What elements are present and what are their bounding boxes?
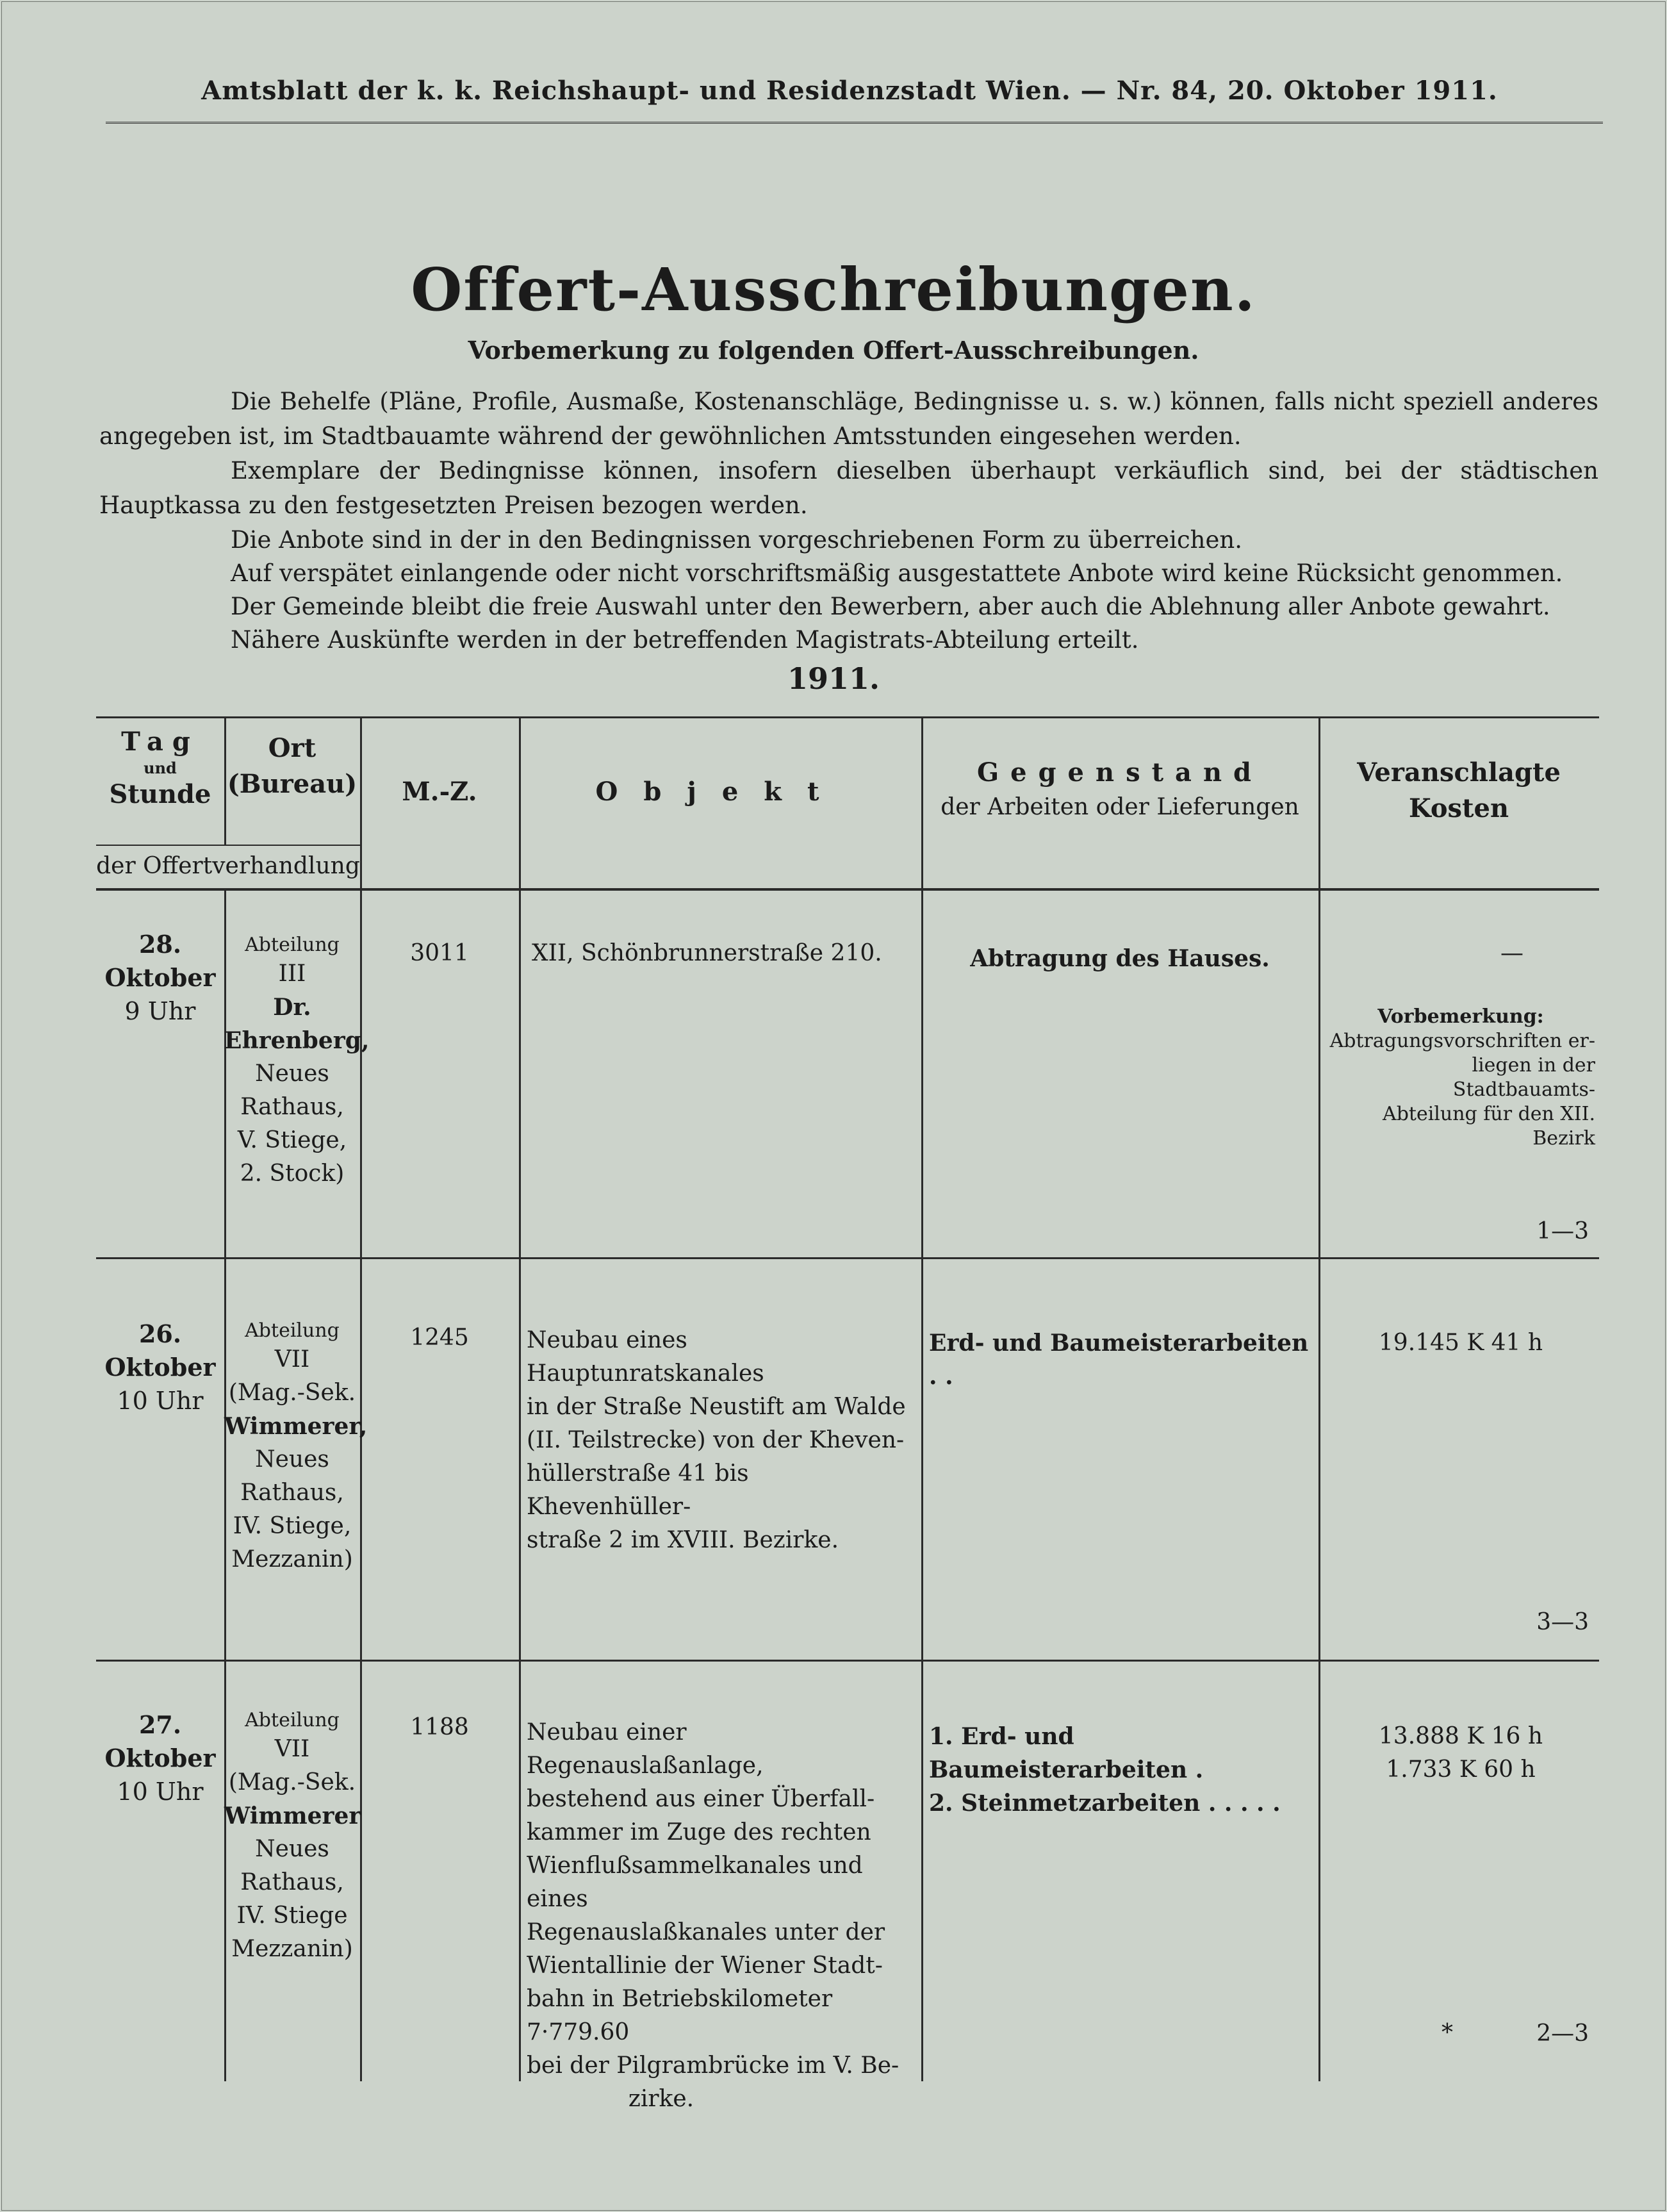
row1-gegenstand: Abtragung des Hauses. — [970, 945, 1270, 972]
page-title: Offert-Ausschreibungen. — [411, 255, 1256, 324]
table-header-rule — [96, 888, 1599, 891]
row-divider-1 — [96, 1257, 1599, 1259]
col-line-5 — [1318, 716, 1320, 2081]
header-rule — [106, 122, 1603, 124]
offer-table — [96, 716, 1599, 2112]
header-gegenstand: Gegenstand der Arbeiten oder Lieferungen — [940, 757, 1299, 820]
row3-ort: Abteilung VII (Mag.-Sek. Wimmerer Neues Rathaus, IV. Stiege Mezzanin) — [224, 1709, 361, 1962]
header-ort: Ort (Bureau) — [227, 733, 357, 799]
row1-note: Vorbemerkung: Abtragungsvorschriften er- liegen in der Stadtbauamts- Abteilung für den XII. Bezirk — [1329, 1005, 1595, 1150]
header-mz: M.-Z. — [402, 777, 477, 807]
row1-mz: 3011 — [410, 940, 469, 966]
page-header: Amtsblatt der k. k. Reichshaupt- und Residenzstadt Wien. — Nr. 84, 20. Oktober 1911. — [201, 76, 1498, 106]
row1-objekt: XII, Schönbrunnerstraße 210. — [532, 940, 882, 966]
paragraph-1: Die Behelfe (Pläne, Profile, Ausmaße, Kostenanschläge, Bedingnisse u. s. w.) können, falls nicht speziell anderes angegeben ist, im Stadtbauamte während der gewöhnlichen Amtsstunden eingesehen werden. — [99, 388, 1598, 450]
row1-ref: 1—3 — [1536, 1218, 1589, 1244]
subtitle: Vorbemerkung zu folgenden Offert-Ausschreibungen. — [468, 336, 1199, 365]
row3-date: 27. Oktober 10 Uhr — [104, 1710, 216, 1806]
paragraph-3: Die Anbote sind in der in den Bedingnissen vorgeschriebenen Form zu überreichen. — [231, 526, 1242, 554]
row1-date: 28. Oktober 9 Uhr — [104, 930, 216, 1025]
col-line-4 — [921, 716, 923, 2081]
footer-mark: * — [1441, 2020, 1453, 2046]
paragraph-5: Der Gemeinde bleibt die freie Auswahl unter den Bewerbern, aber auch die Ablehnung aller Anbote gewahrt. — [231, 593, 1550, 620]
row3-ref: 2—3 — [1536, 2020, 1589, 2047]
row2-ort: Abteilung VII (Mag.-Sek. Wimmerer, Neues Rathaus, IV. Stiege, Mezzanin) — [224, 1319, 368, 1572]
paragraph-4: Auf verspätet einlangende oder nicht vorschriftsmäßig ausgestattete Anbote wird keine Rücksicht genommen. — [231, 559, 1563, 587]
row2-objekt: Neubau eines Hauptunratskanales in der Straße Neustift am Walde (II. Teilstrecke) von der Kheven- hüllerstraße 41 bis Khevenhüller- straße 2 im XVIII. Bezirke. — [527, 1327, 906, 1553]
row3-mz: 1188 — [410, 1714, 469, 1740]
header-objekt: Objekt — [595, 777, 845, 807]
col-line-3 — [519, 716, 521, 2081]
row3-objekt: Neubau einer Regenauslaßanlage, bestehend aus einer Überfall- kammer im Zuge des rechten Wienflußsammelkanales und eines Regenauslaßkanales unter der Wientallinie der Wiener Stadt- bahn in Betriebskilometer 7·779.60 bei der Pilgrambrücke im V. Be- zirke. — [527, 1719, 899, 2112]
row2-kosten: 19.145 K 41 h — [1378, 1330, 1543, 1356]
col-line-2 — [360, 716, 362, 2081]
row3-gegenstand: 1. Erd- und Baumeisterarbeiten . 2. Steinmetzarbeiten . . . . . — [929, 1723, 1281, 1817]
header-tag: Tag und Stunde — [109, 727, 211, 809]
row2-date: 26. Oktober 10 Uhr — [104, 1319, 216, 1415]
header-offertverhandlung: der Offertverhandlung — [96, 853, 360, 879]
row2-ref: 3—3 — [1536, 1609, 1589, 1635]
row1-kosten: — — [1500, 940, 1523, 966]
row-divider-2 — [96, 1660, 1599, 1662]
paragraph-2: Exemplare der Bedingnisse können, insofern dieselben überhaupt verkäuflich sind, bei der städtischen Hauptkassa zu den festgesetzten Preisen bezogen werden. — [99, 457, 1598, 519]
row2-gegenstand: Erd- und Baumeisterarbeiten . . — [929, 1330, 1309, 1390]
table-top-rule — [96, 716, 1599, 718]
header-kosten: Veranschlagte Kosten — [1357, 757, 1561, 823]
row3-kosten: 13.888 K 16 h 1.733 K 60 h — [1378, 1723, 1543, 1783]
year-heading: 1911. — [787, 661, 880, 696]
row2-mz: 1245 — [410, 1325, 469, 1351]
paragraph-6: Nähere Auskünfte werden in der betreffenden Magistrats-Abteilung erteilt. — [231, 626, 1139, 654]
offertverhandlung-rule — [96, 845, 361, 846]
row1-ort: Abteilung III Dr. Ehrenberg, Neues Rathaus, V. Stiege, 2. Stock) — [224, 934, 370, 1187]
